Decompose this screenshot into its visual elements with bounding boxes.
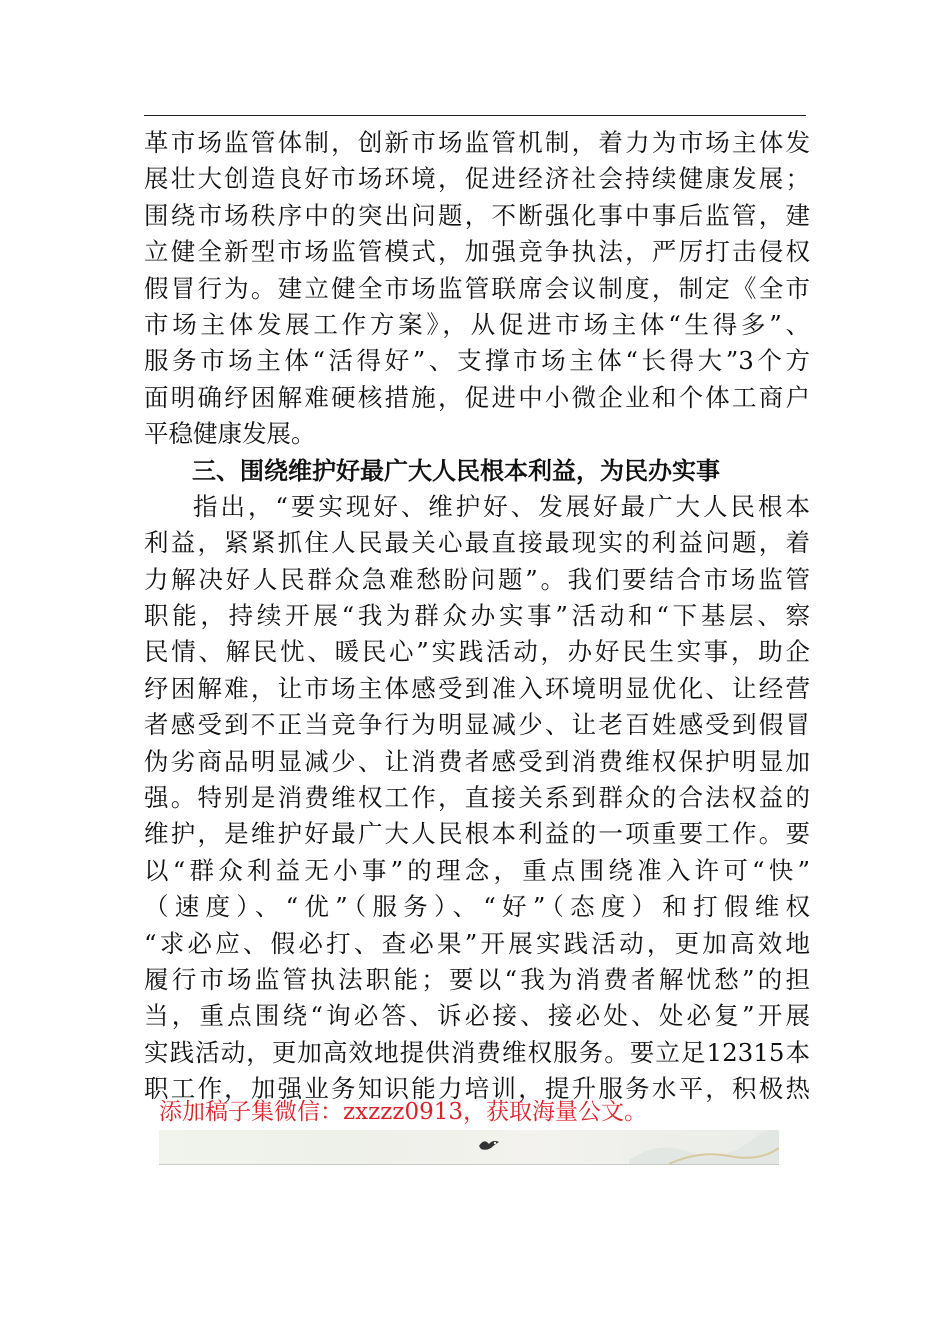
text-line: 市场主体发展工作方案》，从促进市场主体“生得多”、 xyxy=(144,309,810,339)
text-line: 以“群众利益无小事”的理念，重点围绕准入许可“快” xyxy=(144,855,810,885)
bird-icon xyxy=(477,1136,501,1152)
wave-decoration-icon xyxy=(629,1130,779,1164)
text-line: 展壮大创造良好市场环境，促进经济社会持续健康发展； xyxy=(144,164,810,194)
text-line: 革市场监管体制，创新市场监管机制，着力为市场主体发 xyxy=(144,128,810,157)
text-line: 职能，持续开展“我为群众办实事”活动和“下基层、察 xyxy=(144,601,810,631)
text-line: 力解决好人民群众急难愁盼问题”。我们要结合市场监管 xyxy=(144,564,810,594)
text-line: 利益，紧紧抓住人民最关心最直接最现实的利益问题，着 xyxy=(144,528,810,558)
text-line: 立健全新型市场监管模式，加强竞争执法，严厉打击侵权 xyxy=(144,237,810,267)
text-line: 者感受到不正当竞争行为明显减少、让老百姓感受到假冒 xyxy=(144,710,810,740)
text-line: 指出，“要实现好、维护好、发展好最广大人民根本 xyxy=(193,491,810,521)
text-line: 民情、解民忧、暖民心”实践活动，办好民生实事，助企 xyxy=(144,637,810,667)
header-rule xyxy=(144,115,806,116)
paragraph-2 xyxy=(144,489,810,1108)
text-line: “求必应、假必打、查必果”开展实践活动，更加高效地 xyxy=(144,928,810,958)
promo-banner-image xyxy=(159,1130,779,1165)
text-line: 服务市场主体“活得好”、支撑市场主体“长得大”3个方 xyxy=(144,346,810,376)
text-line: 围绕市场秩序中的突出问题，不断强化事中事后监管，建 xyxy=(144,200,810,230)
text-line: 履行市场监管执法职能；要以“我为消费者解忧愁”的担 xyxy=(144,964,810,994)
text-line: 纾困解难，让市场主体感受到准入环境明显优化、让经营 xyxy=(144,673,810,703)
text-line: 假冒行为。建立健全市场监管联席会议制度，制定《全市 xyxy=(144,273,810,303)
text-line: 维护，是维护好最广大人民根本利益的一项重要工作。要 xyxy=(144,819,810,849)
text-line: 伪劣商品明显减少、让消费者感受到消费维权保护明显加 xyxy=(144,746,810,776)
text-line: 当，重点围绕“询必答、诉必接、接必处、处必复”开展 xyxy=(144,1001,810,1031)
paragraph-1 xyxy=(144,125,810,453)
section-heading: 三、围绕维护好最广大人民根本利益，为民办实事 xyxy=(192,456,720,485)
document-body xyxy=(144,125,810,1108)
text-line: 强。特别是消费维权工作，直接关系到群众的合法权益的 xyxy=(144,783,810,813)
promo-text: 添加稿子集微信：zxzzz0913，获取海量公文。 xyxy=(159,1099,647,1125)
text-line: 面明确纾困解难硬核措施，促进中小微企业和个体工商户 xyxy=(144,382,810,412)
text-line: 实践活动，更加高效地提供消费维权服务。要立足12315本 xyxy=(144,1037,810,1067)
text-line: 职工作，加强业务知识能力培训，提升服务水平，积极热 xyxy=(144,1074,810,1104)
text-line: 平稳健康发展。 xyxy=(144,419,316,449)
text-line: （速度）、“优”（服务）、“好”（态度）和打假维权 xyxy=(144,892,810,922)
